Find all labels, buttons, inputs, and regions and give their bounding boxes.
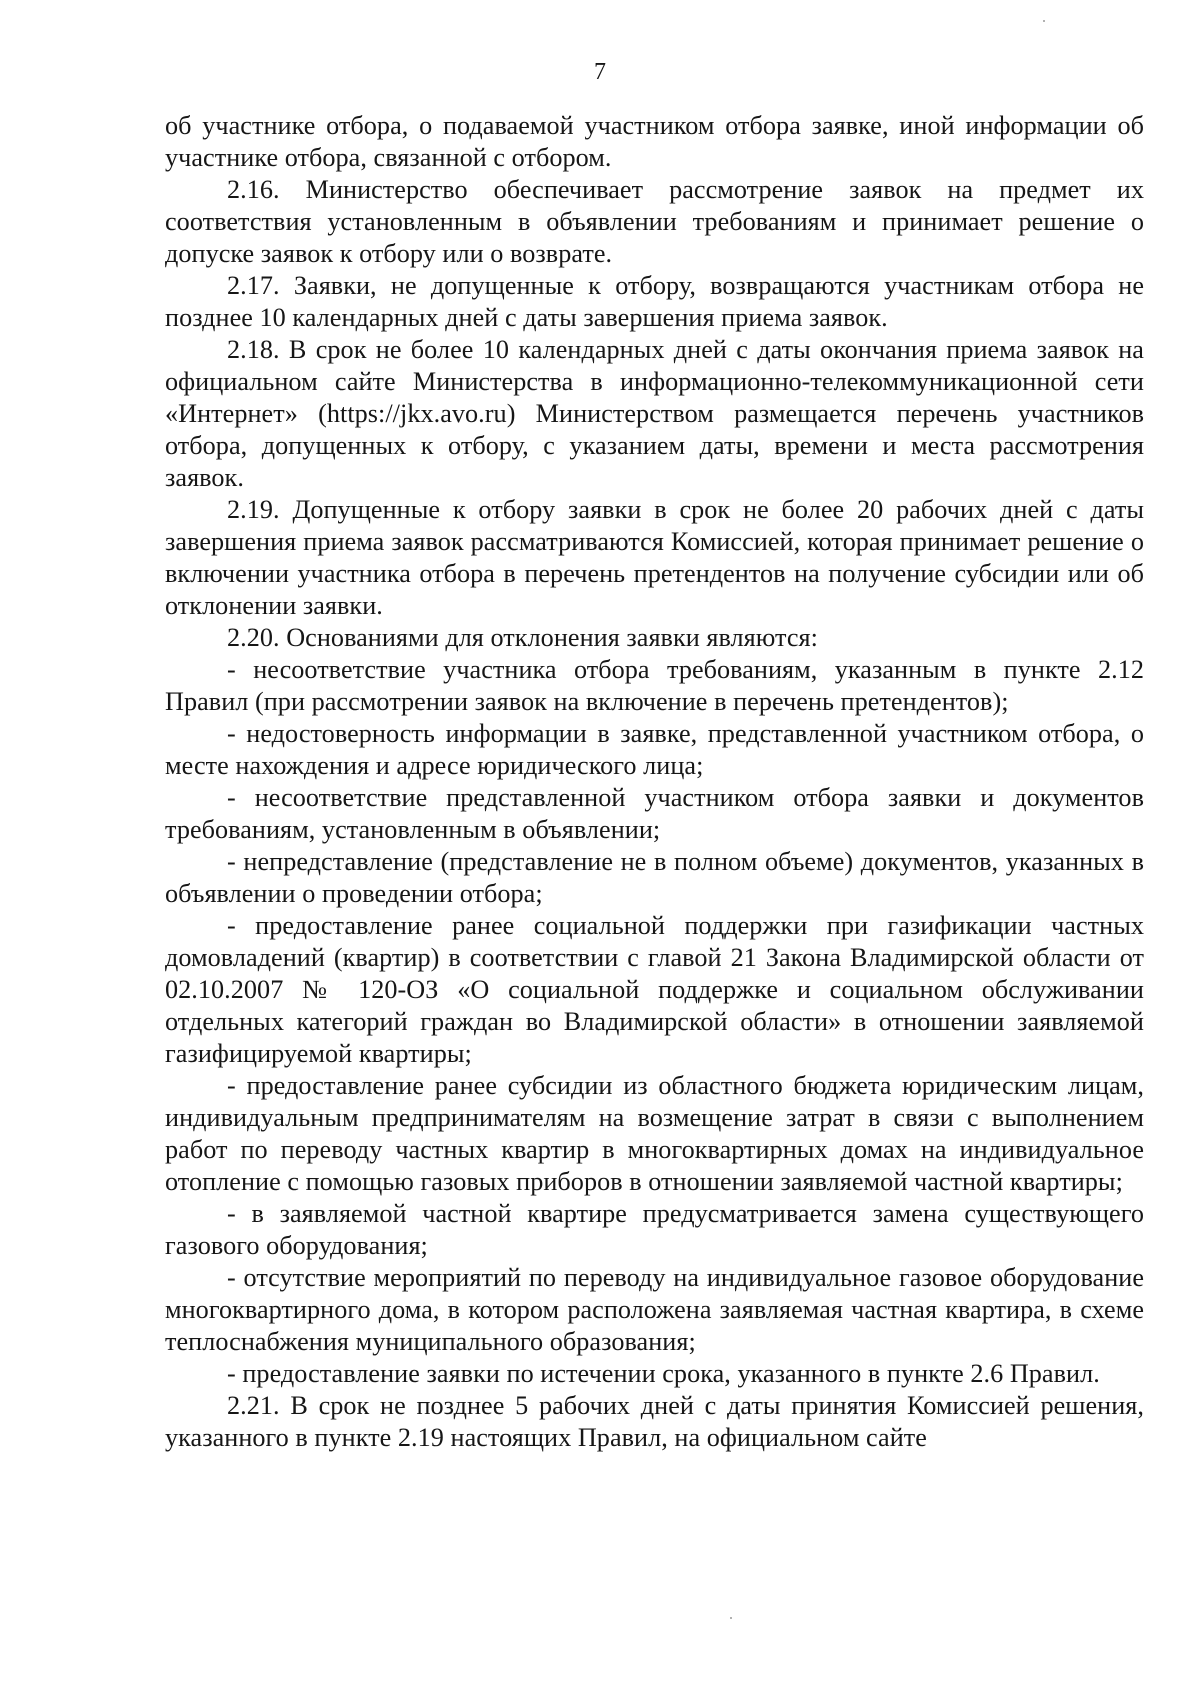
list-item-rejection-reason: - несоответствие участника отбора требованиям, указанным в пункте 2.12 Правил (при рассмотрении заявок на включение в перечень претендентов);	[165, 655, 1144, 716]
paragraph-2-21: 2.21. В срок не позднее 5 рабочих дней с даты принятия Комиссией решения, указанного в пункте 2.19 настоящих Правил, на официальном сайте	[165, 1391, 1144, 1452]
page-number: 7	[594, 59, 606, 85]
document-body	[165, 110, 1144, 1454]
scan-speck	[1043, 20, 1045, 22]
list-item-rejection-reason: - несоответствие представленной участником отбора заявки и документов требованиям, установленным в объявлении;	[165, 783, 1144, 844]
paragraph-2-18: 2.18. В срок не более 10 календарных дней с даты окончания приема заявок на официальном сайте Министерства в информационно-телекоммуникационной сети «Интернет» (https://jkx.avo.ru) Министерством размещается перечень участников отбора, допущенных к отбору, с указанием даты, времени и места рассмотрения заявок.	[165, 335, 1144, 492]
scan-speck	[730, 1617, 732, 1619]
list-item-rejection-reason: - непредставление (представление не в полном объеме) документов, указанных в объявлении о проведении отбора;	[165, 847, 1144, 908]
list-item-rejection-reason: - предоставление заявки по истечении срока, указанного в пункте 2.6 Правил.	[227, 1359, 1100, 1388]
list-item-rejection-reason: - недостоверность информации в заявке, представленной участником отбора, о месте нахождения и адресе юридического лица;	[165, 719, 1144, 780]
paragraph-2-19: 2.19. Допущенные к отбору заявки в срок не более 20 рабочих дней с даты завершения приема заявок рассматриваются Комиссией, которая принимает решение о включении участника отбора в перечень претендентов на получение субсидии или об отклонении заявки.	[165, 495, 1144, 620]
list-item-rejection-reason: - в заявляемой частной квартире предусматривается замена существующего газового оборудования;	[165, 1199, 1144, 1260]
paragraph-2-16: 2.16. Министерство обеспечивает рассмотрение заявок на предмет их соответствия установленным в объявлении требованиям и принимает решение о допуске заявок к отбору или о возврате.	[165, 175, 1144, 268]
paragraph-2-20: 2.20. Основаниями для отклонения заявки являются:	[227, 623, 818, 652]
paragraph-continuation: об участнике отбора, о подаваемой участником отбора заявке, иной информации об участнике отбора, связанной с отбором.	[165, 111, 1144, 172]
list-item-rejection-reason: - отсутствие мероприятий по переводу на индивидуальное газовое оборудование многоквартирного дома, в котором расположена заявляемая частная квартира, в схеме теплоснабжения муниципального образования;	[165, 1263, 1144, 1356]
paragraph-2-17: 2.17. Заявки, не допущенные к отбору, возвращаются участникам отбора не позднее 10 календарных дней с даты завершения приема заявок.	[165, 271, 1144, 332]
list-item-rejection-reason: - предоставление ранее субсидии из областного бюджета юридическим лицам, индивидуальным предпринимателям на возмещение затрат в связи с выполнением работ по переводу частных квартир в многоквартирных домах на индивидуальное отопление с помощью газовых приборов в отношении заявляемой частной квартиры;	[165, 1071, 1144, 1196]
list-item-rejection-reason: - предоставление ранее социальной поддержки при газификации частных домовладений (квартир) в соответствии с главой 21 Закона Владимирской области от 02.10.2007 № 120-ОЗ «О социальной поддержке и социальном обслуживании отдельных категорий граждан во Владимирской области» в отношении заявляемой газифицируемой квартиры;	[165, 911, 1144, 1068]
